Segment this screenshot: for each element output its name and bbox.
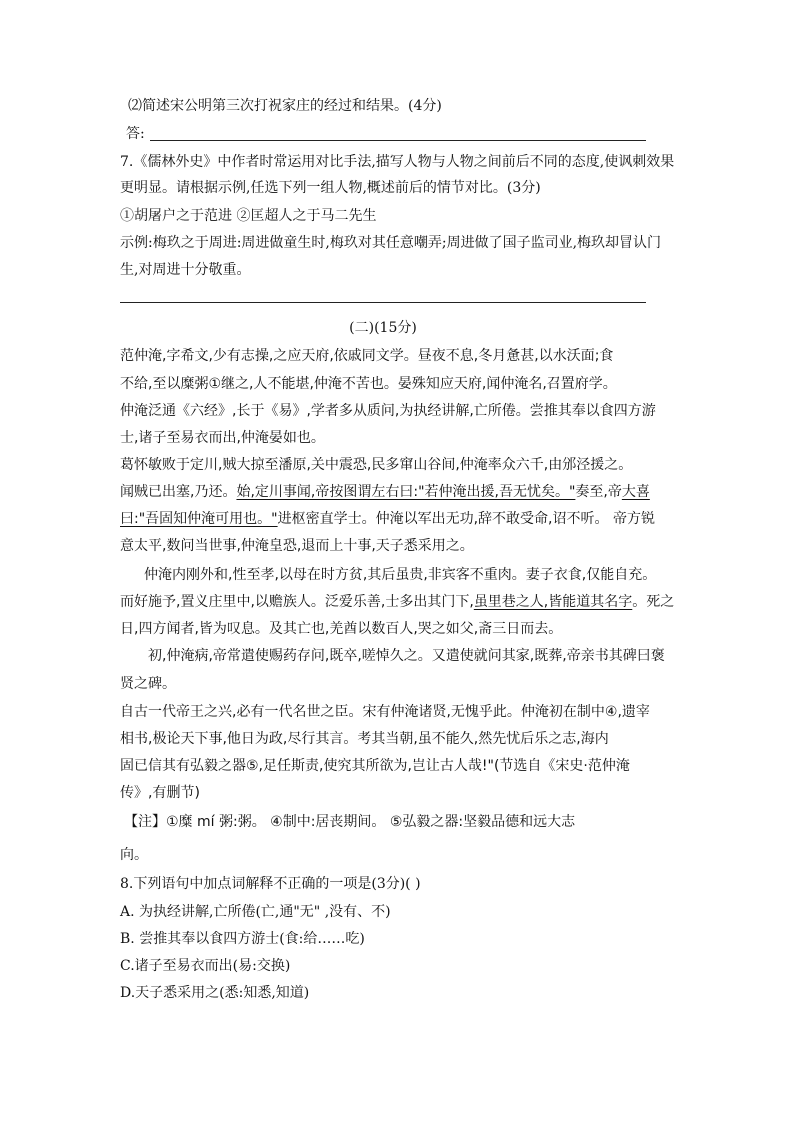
underlined-sentence: 虽里巷之人,皆能道其名字: [473, 594, 633, 610]
question-7-options: ①胡屠户之于范进 ②匡超人之于马二先生: [120, 208, 377, 224]
question-7-example-1: 示例:梅玖之于周进:周进做童生时,梅玖对其任意嘲弄;周进做了国子监司业,梅玖却冒认门: [120, 235, 662, 251]
passage-p3-line-3: [120, 509, 655, 529]
section-title: (二)(15分): [349, 320, 417, 336]
underlined-sentence: 曰:"吾固知仲淹可用也。": [120, 511, 278, 527]
underlined-sentence: 大喜: [621, 484, 650, 500]
passage-text: 闻贼已出塞,乃还。: [120, 484, 237, 500]
passage-p2-line-1: 仲淹泛通《六经》,长于《易》,学者多从质问,为执经讲解,亡所倦。尝推其奉以食四方游: [120, 403, 656, 419]
answer-line[interactable]: [150, 140, 646, 141]
option-b[interactable]: B. 尝推其奉以食四方游士(食:给……吃): [120, 931, 365, 947]
passage-text: 奏至,帝: [575, 484, 622, 500]
notes-line-1: 【注】①糜 mí 粥:粥。 ④制中:居丧期间。 ⑤弘毅之器:坚毅品德和远大志: [124, 814, 576, 830]
underlined-sentence: 始,定川事闻,帝按图谓左右曰:"若仲淹出援,吾无忧矣。": [236, 484, 576, 500]
question-2-prompt: ⑵简述宋公明第三次打祝家庄的经过和结果。(4分): [128, 98, 442, 114]
question-7-line-2: 更明显。请根据示例,任选下列一组人物,概述前后的情节对比。(3分): [120, 180, 541, 196]
passage-p6-line-1: 自古一代帝王之兴,必有一代名世之臣。宋有仲淹诸贤,无愧乎此。仲淹初在制中④,遗宰: [120, 704, 650, 720]
question-7-line-1: 7.《儒林外史》中作者时常运用对比手法,描写人物与人物之间前后不同的态度,使讽刺效果: [120, 154, 675, 170]
passage-p6-line-4: 传》,有删节): [120, 785, 200, 801]
passage-p2-line-2: 士,诸子至易衣而出,仲淹晏如也。: [120, 430, 325, 446]
passage-p1-line-2: 不给,至以糜粥①继之,人不能堪,仲淹不苦也。晏殊知应天府,闻仲淹名,召置府学。: [120, 376, 617, 392]
passage-p4-line-2: [120, 592, 674, 612]
passage-p4-line-3: 日,四方闻者,皆为叹息。及其亡也,羌酋以数百人,哭之如父,斋三日而去。: [120, 621, 563, 637]
answer-line-7[interactable]: [120, 302, 646, 303]
passage-text: 。死之: [632, 594, 675, 610]
passage-p5-line-2: 贤之碑。: [120, 676, 176, 692]
passage-text: 进枢密直学士。仲淹以军出无功,辞不敢受命,诏不听。 帝方锐: [277, 511, 655, 527]
answer-label: 答:: [126, 126, 145, 142]
passage-p6-line-2: 相书,极论天下事,他日为政,尽行其言。考其当朝,虽不能久,然先忧后乐之志,海内: [120, 731, 609, 747]
passage-p6-line-3: 固已信其有弘毅之器⑤,足任斯责,使究其所欲为,岂让古人哉!"(节选自《宋史·范仲淹: [120, 758, 630, 774]
option-c[interactable]: C.诸子至易衣而出(易:交换): [120, 958, 291, 974]
question-7-example-2: 生,对周进十分敬重。: [120, 262, 251, 278]
passage-text: 而好施予,置义庄里中,以赡族人。泛爱乐善,士多出其门下,: [120, 594, 474, 610]
passage-p1-line-1: 范仲淹,字希文,少有志操,之应天府,依戚同文学。昼夜不息,冬月惫甚,以水沃面;食: [120, 348, 614, 364]
passage-p3-line-2: [120, 482, 650, 502]
option-d[interactable]: D.天子悉采用之(悉:知悉,知道): [120, 985, 310, 1001]
notes-line-2: 向。: [120, 847, 148, 863]
passage-p3-line-4: 意太平,数问当世事,仲淹皇恐,退而上十事,天子悉采用之。: [120, 538, 474, 554]
passage-p3-line-1: 葛怀敏败于定川,贼大掠至潘原,关中震恐,民多窜山谷间,仲淹率众六千,由邠泾援之。: [120, 457, 633, 473]
option-a[interactable]: A. 为执经讲解,亡所倦(亡,通"无" ,没有、不): [120, 904, 391, 920]
passage-p4-line-1: 仲淹内刚外和,性至孝,以母在时方贫,其后虽贵,非宾客不重肉。妻子衣食,仅能自充。: [144, 567, 657, 583]
passage-p5-line-1: 初,仲淹病,帝常遣使赐药存问,既卒,嗟悼久之。又遣使就问其家,既葬,帝亲书其碑曰褒: [148, 648, 665, 664]
question-8-prompt: 8.下列语句中加点词解释不正确的一项是(3分)( ): [120, 876, 421, 892]
